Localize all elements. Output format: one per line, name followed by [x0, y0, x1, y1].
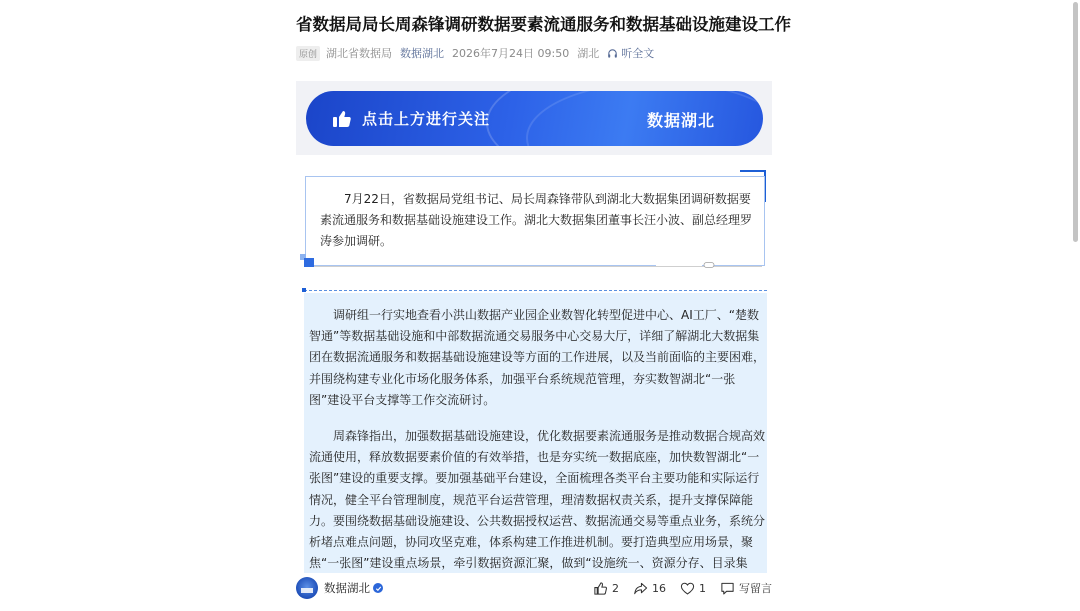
article-title: 省数据局局长周森锋调研数据要素流通服务和数据基础设施建设工作 [296, 15, 791, 34]
banner-wave [526, 91, 763, 146]
share-button[interactable] [633, 581, 666, 596]
footer-actions [579, 580, 772, 596]
body-paragraph: 周森锋指出，加强数据基础设施建设，优化数据要素流通服务是推动数据合规高效流通使用，释放数据要素价值的有效举措，也是夯实统一数据底座，加快数智湖北“一张图”建设的重要支撑。要加强基础平台建设，全面梳理各类平台主要功能和实际运行情况，健全平台管理制度，规范平台运营管理，理清数据权责关系，提升支撑保障能力。要围绕数据基础设施建设、公共数据授权运营、数据流通交易等重点业务，系统分析堵点难点问题，协同攻坚克难，体系构建工作推进机制。要打造典型应用场景，聚焦“一张图”建设重点场景，牵引数据资源汇聚，做到“设施统一、资源分存、目录集 [309, 429, 766, 571]
account-link[interactable]: 数据湖北 [400, 47, 445, 60]
quote-corner-decoration [304, 258, 314, 267]
bottom-action-bar [296, 572, 776, 604]
account-avatar[interactable] [296, 577, 318, 599]
intro-quote-text: 7月22日，省数据局党组书记、局长周森锋带队到湖北大数据集团调研数据要素流通服务和数据基础设施建设工作。湖北大数据集团董事长汪小波、副总经理罗涛参加调研。 [320, 192, 753, 248]
quote-corner-decoration [740, 170, 766, 172]
headphones-icon [607, 48, 618, 59]
original-tag: 原创 [296, 46, 320, 61]
page-scrollbar[interactable] [1073, 2, 1078, 242]
heart-icon [680, 581, 695, 596]
heart-count: 1 [699, 581, 706, 595]
footer-account-name[interactable]: 数据湖北 [324, 581, 370, 595]
publish-datetime: 2026年7月24日 09:50 [452, 47, 570, 60]
comment-icon [720, 581, 735, 596]
publish-location: 湖北 [577, 47, 600, 60]
thumbs-up-icon [593, 581, 608, 596]
banner-brand: 数据湖北 [646, 111, 715, 130]
follow-text: 点击上方进行关注 [362, 110, 491, 128]
like-button[interactable] [593, 581, 619, 596]
verified-icon [373, 583, 383, 593]
article-source: 湖北省数据局 [326, 47, 393, 60]
favorite-button[interactable] [680, 581, 706, 596]
listen-label: 听全文 [621, 47, 655, 60]
follow-banner-wrap [296, 81, 772, 155]
follow-banner[interactable] [306, 91, 763, 146]
quote-line-decoration [656, 262, 736, 268]
like-count: 2 [612, 581, 619, 595]
share-count: 16 [652, 581, 666, 595]
comment-button[interactable] [720, 580, 772, 596]
article-meta [296, 45, 654, 61]
listen-button[interactable] [607, 45, 654, 61]
section-divider-marker [302, 288, 306, 292]
share-icon [633, 581, 648, 596]
thumbs-up-icon [332, 109, 352, 129]
section-divider [304, 290, 767, 291]
comment-label: 写留言 [739, 582, 772, 595]
intro-quote-box [305, 176, 765, 266]
body-paragraph: 调研组一行实地查看小洪山数据产业园企业数智化转型促进中心、AI工厂、“楚数智通”等数据基础设施和中部数据流通交易服务中心交易大厅，详细了解湖北大数据集团在数据流通服务和数据基础设施建设等方面的工作进展，以及当前面临的主要困难，并围绕构建专业化市场化服务体系，加强平台系统规范管理，夯实数智湖北“一张图”建设平台支撑等工作交流研讨。 [309, 308, 766, 407]
